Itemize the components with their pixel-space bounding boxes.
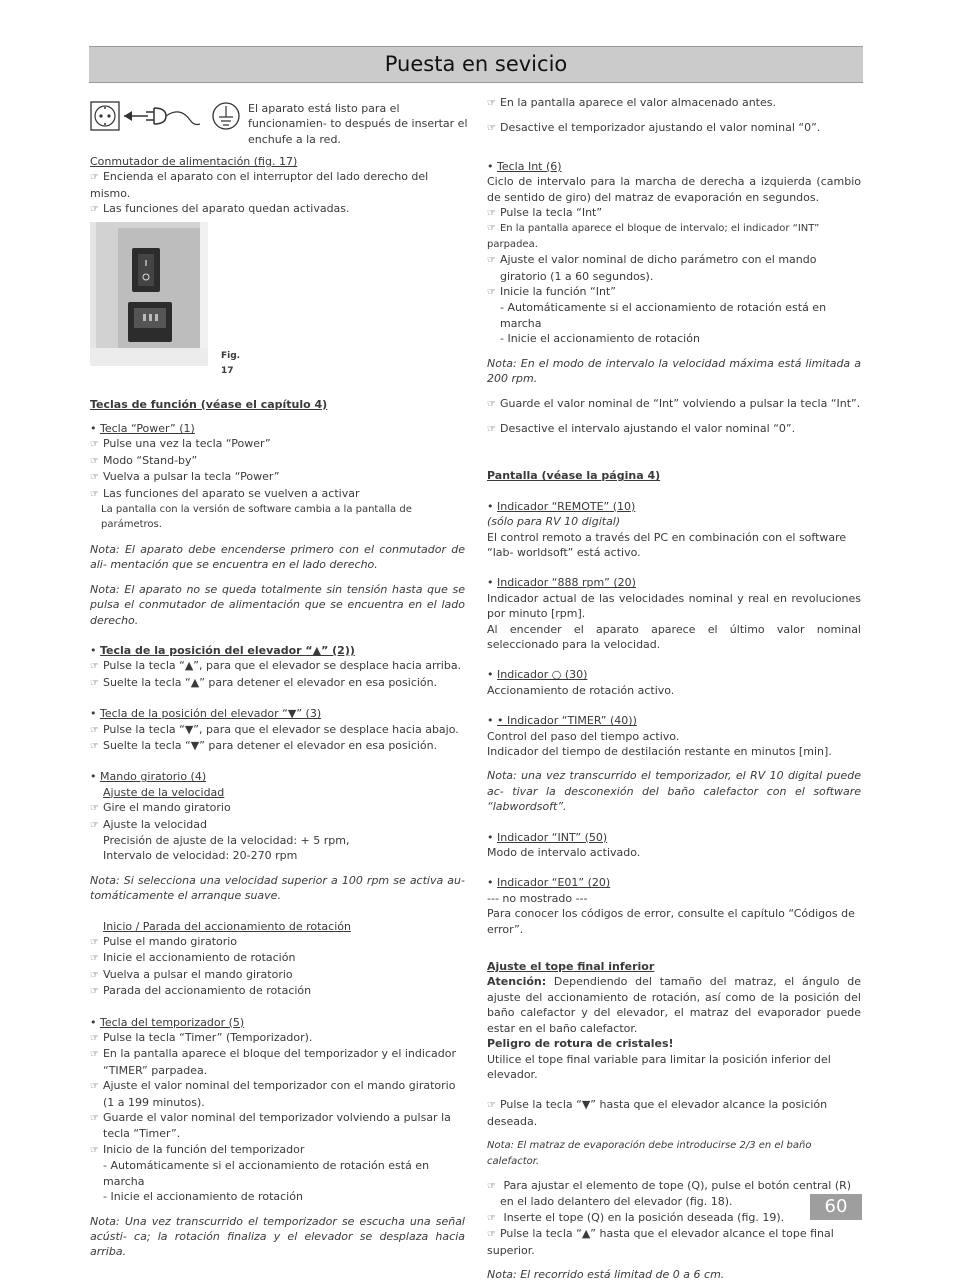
- list-item: ☞ Pulse la tecla “▼”, para que el elevador se desplace hacia abajo.: [90, 722, 465, 738]
- left-column: [90, 95, 468, 1260]
- list-item: ☞ Pulse el mando giratorio: [90, 934, 465, 950]
- power-switch-photo: [90, 222, 241, 377]
- lift-up-title: Tecla de la posición del elevador “▲” (2)): [100, 643, 355, 657]
- rpm-desc: Al encender el aparato aparece el último valor nominal seleccionado para la velocidad.: [487, 622, 861, 651]
- knob-subtitle: Ajuste de la velocidad: [103, 785, 225, 799]
- note: Nota: El matraz de evaporación debe introducirse 2/3 en el baño calefactor.: [487, 1140, 812, 1167]
- list-item: ☞ Inicie el accionamiento de rotación: [90, 950, 465, 966]
- note: Nota: Una vez transcurrido el temporizador se escucha una señal acústi- ca; la rotación finaliza y el elevador se desplaza hacia arriba.: [90, 1214, 465, 1259]
- sub-item: - Inicie el accionamiento de rotación: [103, 1190, 303, 1204]
- list-item: ☞ Gire el mando giratorio: [90, 800, 465, 816]
- rotation-desc: Accionamiento de rotación activo.: [487, 683, 675, 697]
- fig17-caption: Fig. 17: [221, 350, 241, 377]
- device-side-image: [90, 222, 208, 366]
- rotation-title: Indicador ○ (30): [497, 668, 588, 682]
- plug-section: [90, 95, 468, 146]
- list-item: ☞ Pulse la tecla “Timer” (Temporizador).: [90, 1030, 465, 1046]
- list-item: ☞ Guarde el valor nominal del temporizador volviendo a pulsar la tecla “Timer”.: [90, 1110, 465, 1142]
- e01-heading: • Indicador “E01” (20): [487, 876, 611, 890]
- list-item: ☞ Guarde el valor nominal de “Int” volviendo a pulsar la tecla “Int”.: [487, 396, 861, 412]
- page-number: 60: [810, 1194, 862, 1220]
- list-item: ☞ Pulse la tecla “▼” hasta que el elevador alcance la posición deseada.: [487, 1097, 861, 1129]
- list-item: ☞ Ajuste el valor nominal de dicho parámetro con el mando giratorio (1 a 60 segundos).: [487, 252, 861, 284]
- list-item: ☞ Inicie la función “Int”: [487, 284, 861, 300]
- int-key-heading: • Tecla Int (6): [487, 159, 562, 173]
- e01-title: Indicador “E01” (20): [497, 876, 611, 890]
- int-key-desc: Ciclo de intervalo para la marcha de derecha a izquierda (cambio de sentido de giro) del matraz de evaporación en segundos.: [487, 175, 861, 204]
- e01-desc: Para conocer los códigos de error, consulte el capítulo “Códigos de error”.: [487, 907, 855, 936]
- lift-down-heading: • Tecla de la posición del elevador “▼” (3): [90, 707, 322, 721]
- list-item: ☞ Pulse la tecla “▲” hasta que el elevador alcance el tope final superior.: [487, 1226, 861, 1258]
- note: Nota: una vez transcurrido el temporizador, el RV 10 digital puede ac- tivar la desconexión del baño calefactor con el software “labwordsoft”.: [487, 769, 861, 814]
- rpm-title: Indicador “888 rpm” (20): [497, 576, 636, 590]
- int-ind-heading: • Indicador “INT” (50): [487, 830, 608, 844]
- note: Nota: Si selecciona una velocidad superior a 100 rpm se activa au- tomáticamente el arranque suave.: [90, 873, 465, 903]
- list-item: ☞ Vuelva a pulsar la tecla “Power”: [90, 469, 465, 485]
- page-title: Puesta en sevicio: [384, 52, 568, 76]
- list-item: ☞ Inicio de la función del temporizador: [90, 1142, 465, 1158]
- remote-title: Indicador “REMOTE” (10): [497, 499, 636, 513]
- remote-subtitle: (sólo para RV 10 digital): [487, 515, 621, 529]
- rpm-desc: Indicador actual de las velocidades nominal y real en revoluciones por minuto [rpm].: [487, 591, 861, 621]
- int-ind-desc: Modo de intervalo activado.: [487, 846, 641, 860]
- list-item: ☞ Inserte el tope (Q) en la posición deseada (fig. 19).: [487, 1210, 861, 1226]
- list-item: ☞ En la pantalla aparece el bloque de intervalo; el indicador “INT” parpadea.: [487, 221, 861, 252]
- knob-heading: • Mando giratorio (4): [90, 770, 207, 784]
- power-plug-icon: [90, 100, 240, 134]
- list-item: ☞ Parada del accionamiento de rotación: [90, 983, 465, 999]
- list-item: ☞ Suelte la tecla “▲” para detener el elevador en esa posición.: [90, 675, 465, 691]
- note: Nota: En el modo de intervalo la velocidad máxima está limitada a 200 rpm.: [487, 356, 861, 386]
- timer-ind-desc: Indicador del tiempo de destilación restante en minutos [min].: [487, 745, 832, 758]
- sub-item: - Inicie el accionamiento de rotación: [500, 332, 700, 346]
- list-item: ☞ Modo “Stand-by”: [90, 453, 465, 469]
- display-title: Pantalla (véase la página 4): [487, 469, 661, 483]
- danger-text: Peligro de rotura de cristales!: [487, 1037, 674, 1051]
- remote-desc: El control remoto a través del PC en combinación con el software “lab- worldsoft” está activo.: [487, 530, 847, 559]
- list-item: ☞ Ajuste la velocidad: [90, 817, 465, 833]
- int-key-title: Tecla Int (6): [497, 159, 562, 173]
- list-item: ☞ Desactive el intervalo ajustando el valor nominal “0”.: [487, 421, 861, 437]
- timer-ind-desc: Control del paso del tiempo activo.: [487, 729, 680, 743]
- remote-heading: • Indicador “REMOTE” (10): [487, 499, 636, 513]
- power-key-title: Tecla “Power” (1): [100, 422, 195, 436]
- list-item: ☞ Suelte la tecla “▼” para detener el elevador en esa posición.: [90, 738, 465, 754]
- power-switch-title: Conmutador de alimentación (fig. 17): [90, 155, 298, 168]
- int-ind-title: Indicador “INT” (50): [497, 830, 608, 844]
- page-header: [89, 46, 863, 83]
- list-item: ☞ Pulse una vez la tecla “Power”: [90, 436, 465, 452]
- list-item: ☞ Pulse la tecla “▲”, para que el elevador se desplace hacia arriba.: [90, 658, 465, 674]
- attention-text: Dependiendo del tamaño del matraz, el ángulo de ajuste del accionamiento de rotación, así como de la posición del baño calefactor y del elevador, el matraz del evaporador puede estar en el baño calefactor.: [487, 975, 861, 1035]
- list-item: ☞ Ajuste el valor nominal del temporizador con el mando giratorio (1 a 199 minutos).: [90, 1078, 465, 1110]
- plug-ready-text: El aparato está listo para el funcionamien- to después de insertar el enchufe a la red.: [248, 102, 468, 146]
- rotation-heading: • Indicador ○ (30): [487, 668, 588, 682]
- list-item: ☞ Las funciones del aparato se vuelven a activar: [90, 486, 465, 502]
- start-stop-title: Inicio / Parada del accionamiento de rotación: [103, 919, 351, 933]
- software-version-text: La pantalla con la versión de software cambia a la pantalla de parámetros.: [101, 504, 412, 531]
- interval-text: Intervalo de velocidad: 20-270 rpm: [103, 849, 298, 863]
- stop-title: Ajuste el tope final inferior: [487, 960, 655, 974]
- lift-up-heading: • Tecla de la posición del elevador “▲” (2)): [90, 643, 355, 657]
- e01-desc: --- no mostrado ---: [487, 891, 588, 905]
- lift-down-title: Tecla de la posición del elevador “▼” (3): [100, 707, 322, 721]
- list-item: ☞ Desactive el temporizador ajustando el valor nominal “0”.: [487, 120, 861, 136]
- timer-ind-title: • Indicador “TIMER” (40)): [497, 714, 637, 728]
- list-item: ☞ Vuelva a pulsar el mando giratorio: [90, 967, 465, 983]
- list-item: ☞ Pulse la tecla “Int”: [487, 205, 861, 221]
- precision-text: Precisión de ajuste de la velocidad: + 5 rpm,: [103, 833, 350, 847]
- power-key-heading: • Tecla “Power” (1): [90, 422, 195, 436]
- note: Nota: El aparato no se queda totalmente sin tensión hasta que se pulsa el conmutador de alimentación que se encuentra en el lado derecho.: [90, 582, 465, 627]
- note: Nota: El aparato debe encenderse primero con el conmutador de ali- mentación que se encuentra en el lado derecho.: [90, 542, 465, 572]
- list-item: ☞ En la pantalla aparece el valor almacenado antes.: [487, 95, 861, 111]
- timer-heading: • Tecla del temporizador (5): [90, 1015, 245, 1029]
- list-item: ☞ Encienda el aparato con el interruptor del lado derecho del mismo.: [90, 169, 465, 201]
- knob-title: Mando giratorio (4): [100, 770, 207, 784]
- rpm-heading: • Indicador “888 rpm” (20): [487, 576, 636, 590]
- sub-item: - Automáticamente si el accionamiento de rotación está en marcha: [103, 1159, 430, 1188]
- note: Nota: El recorrido está limitad de 0 a 6 cm.: [487, 1267, 725, 1281]
- list-item: ☞ En la pantalla aparece el bloque del temporizador y el indicador “TIMER” parpadea.: [90, 1046, 465, 1078]
- attention-paragraph: [487, 974, 861, 1036]
- right-column: [487, 95, 861, 1282]
- list-item: ☞ Las funciones del aparato quedan activadas.: [90, 201, 465, 217]
- attention-label: Atención:: [487, 975, 547, 989]
- timer-ind-heading: • • Indicador “TIMER” (40)): [487, 714, 637, 728]
- sub-item: - Automáticamente si el accionamiento de rotación está en marcha: [500, 301, 827, 330]
- function-keys-title: Teclas de función (véase el capítulo 4): [90, 397, 328, 411]
- list-item: ☞ Para ajustar el elemento de tope (Q), pulse el botón central (R) en el lado delantero del elevador (fig. 18).: [487, 1178, 861, 1210]
- stop-desc: Utilice el tope final variable para limitar la posición inferior del elevador.: [487, 1052, 831, 1081]
- timer-title: Tecla del temporizador (5): [100, 1015, 245, 1029]
